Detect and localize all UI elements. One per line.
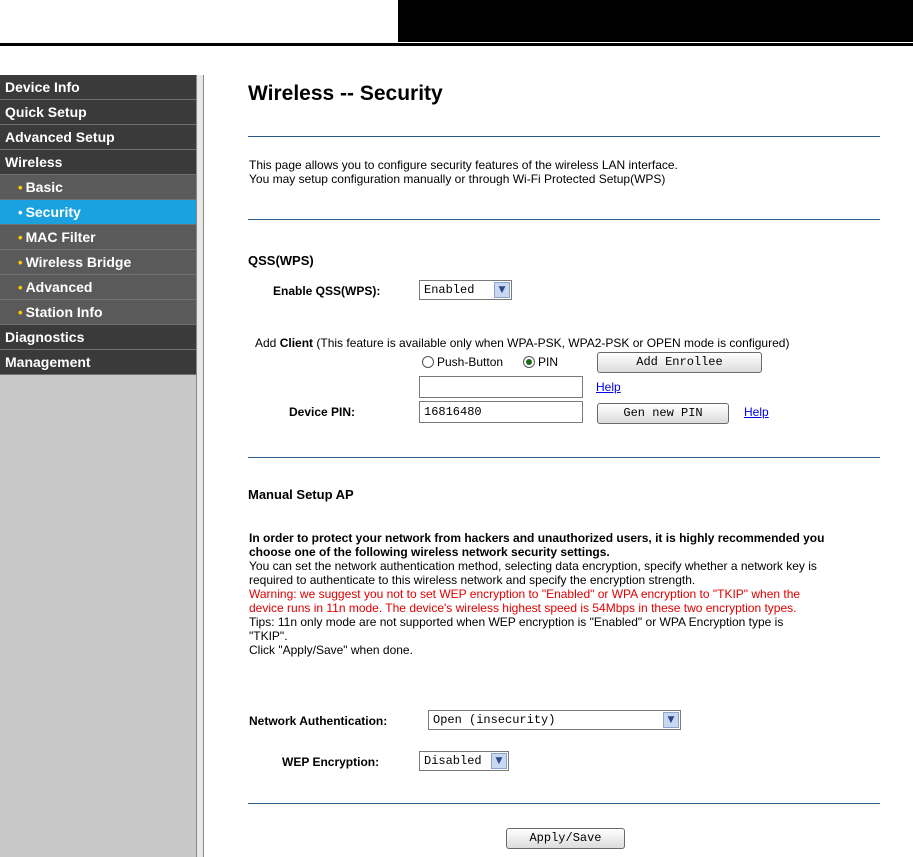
manual-bold-text-2: choose one of the following wireless network security settings. <box>249 545 610 559</box>
sidebar-item-management[interactable] <box>0 350 196 375</box>
push-button-label: Push-Button <box>437 355 504 369</box>
chevron-down-icon: ▼ <box>663 712 679 728</box>
sidebar-item-label: Basic <box>25 179 63 195</box>
warning-text-1: Warning: we suggest you not to set WEP encryption to "Enabled" or WPA encryption to "TKIP" when the <box>249 587 801 601</box>
sidebar-item-label: Wireless <box>5 154 63 170</box>
add-client-note: (This feature is available only when WPA-PSK, WPA2-PSK or OPEN mode is configured) <box>313 336 790 350</box>
network-auth-value: Open (insecurity) <box>433 713 556 727</box>
sidebar-menu <box>0 75 196 375</box>
sidebar-item-quick-setup[interactable] <box>0 100 196 125</box>
enable-qss-value: Enabled <box>424 283 475 297</box>
apply-save-button[interactable]: Apply/Save <box>506 828 625 849</box>
add-client-text <box>255 336 789 350</box>
click-apply-text: Click "Apply/Save" when done. <box>249 643 413 657</box>
sidebar-item-label: MAC Filter <box>25 229 96 245</box>
sidebar-item-device-info[interactable] <box>0 75 196 100</box>
sidebar-item-label: Wireless Bridge <box>25 254 132 270</box>
sidebar-item-label: Management <box>5 354 91 370</box>
wep-encryption-value: Disabled <box>424 754 482 768</box>
sidebar-item-wireless[interactable] <box>0 150 196 175</box>
enable-qss-label: Enable QSS(WPS): <box>273 284 381 298</box>
sidebar-item-security[interactable] <box>0 200 196 225</box>
chevron-down-icon: ▼ <box>494 282 510 298</box>
tips-text-1: Tips: 11n only mode are not supported when WEP encryption is "Enabled" or WPA Encryption type is <box>249 615 784 629</box>
pin-label: PIN <box>538 355 559 369</box>
qss-section-title: QSS(WPS) <box>248 253 314 268</box>
sidebar-item-diagnostics[interactable] <box>0 325 196 350</box>
bullet-icon: • <box>18 230 23 245</box>
add-client-bold: Client <box>279 336 314 350</box>
manual-section-title: Manual Setup AP <box>248 487 354 502</box>
sidebar-item-advanced-setup[interactable] <box>0 125 196 150</box>
help-link-2[interactable]: Help <box>744 405 769 419</box>
device-pin-label: Device PIN: <box>289 405 356 419</box>
manual-bold-text-1: In order to protect your network from hackers and unauthorized users, it is highly recommended you <box>249 531 825 545</box>
bullet-icon: • <box>18 180 23 195</box>
sidebar-item-label: Device Info <box>5 79 80 95</box>
sidebar-item-label: Advanced Setup <box>5 129 115 145</box>
bullet-icon: • <box>18 305 23 320</box>
tips-text-2: "TKIP". <box>249 629 288 643</box>
sidebar-item-basic[interactable] <box>0 175 196 200</box>
network-auth-label: Network Authentication: <box>249 714 388 728</box>
sidebar-item-advanced[interactable] <box>0 275 196 300</box>
header-rule <box>0 43 913 46</box>
intro-text-2: You may setup configuration manually or through Wi-Fi Protected Setup(WPS) <box>249 172 666 186</box>
add-enrollee-button[interactable]: Add Enrollee <box>597 352 762 373</box>
help-link[interactable]: Help <box>596 380 621 394</box>
enable-qss-select[interactable] <box>419 280 512 300</box>
sidebar-frame-border <box>196 75 204 857</box>
sidebar-item-station-info[interactable] <box>0 300 196 325</box>
wep-encryption-select[interactable] <box>419 751 509 771</box>
chevron-down-icon: ▼ <box>491 753 507 769</box>
sidebar-item-label: Diagnostics <box>5 329 85 345</box>
enrollee-pin-input[interactable] <box>419 376 583 398</box>
sidebar-item-label: Advanced <box>25 279 93 295</box>
device-pin-field[interactable]: 16816480 <box>419 401 583 423</box>
sidebar-item-label: Station Info <box>25 304 103 320</box>
manual-text-4: required to authenticate to this wireless network and specify the encryption strength. <box>249 573 696 587</box>
bullet-icon: • <box>18 280 23 295</box>
warning-text-2: device runs in 11n mode. The device's wireless highest speed is 54Mbps in these two encryption types. <box>249 601 797 615</box>
gen-new-pin-button[interactable]: Gen new PIN <box>597 403 729 424</box>
sidebar-item-label: Quick Setup <box>5 104 87 120</box>
section-divider <box>248 219 880 220</box>
header-black-bar <box>398 0 913 42</box>
add-client-prefix: Add <box>255 336 280 350</box>
intro-text-1: This page allows you to configure security features of the wireless LAN interface. <box>249 158 678 172</box>
sidebar-item-wireless-bridge[interactable] <box>0 250 196 275</box>
pin-radio[interactable] <box>523 356 535 368</box>
wep-encryption-label: WEP Encryption: <box>282 755 380 769</box>
section-divider <box>248 803 880 804</box>
page-title: Wireless -- Security <box>248 82 443 105</box>
bullet-icon: • <box>18 255 23 270</box>
push-button-radio[interactable] <box>422 356 434 368</box>
section-divider <box>248 457 880 458</box>
network-auth-select[interactable] <box>428 710 681 730</box>
bullet-icon: • <box>18 205 23 220</box>
sidebar-item-label: Security <box>25 204 81 220</box>
section-divider <box>248 136 880 137</box>
manual-text-3: You can set the network authentication method, selecting data encryption, specify whether a network key is <box>249 559 817 573</box>
sidebar-item-mac-filter[interactable] <box>0 225 196 250</box>
